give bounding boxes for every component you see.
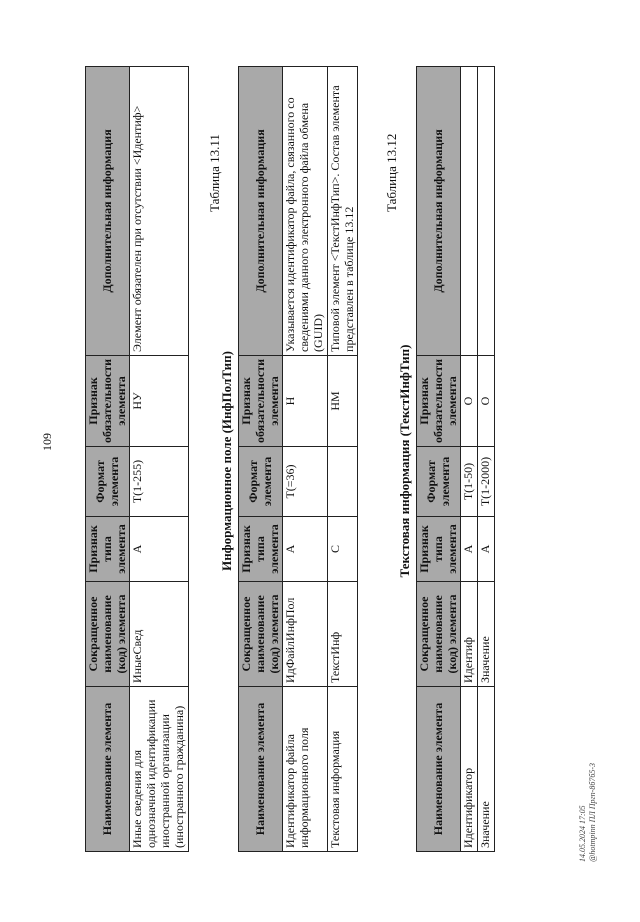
table-13-11 [238, 66, 358, 852]
cell-type: А [130, 517, 188, 582]
header-type: Признак типа элемента [239, 517, 283, 582]
cell-name: Значение [478, 687, 495, 852]
header-type: Признак типа элемента [417, 517, 461, 582]
cell-format [327, 447, 358, 517]
cell-required: НУ [130, 355, 188, 446]
cell-name: Идентификатор файла информационного поля [283, 687, 327, 852]
header-code: Сокращенное наименование (код) элемента [239, 582, 283, 687]
cell-name: Иные сведения для однозначной идентификации иностранной организации (иностранного гражданина) [130, 687, 188, 852]
cell-type: А [461, 517, 478, 582]
header-type: Признак типа элемента [86, 517, 130, 582]
cell-code: Идентиф [461, 582, 478, 687]
print-timestamp: 14.05.2024 17:05 [578, 805, 587, 862]
header-name: Наименование элемента [417, 687, 461, 852]
table-header-row [417, 66, 461, 851]
cell-code: ИдФайлИнфПол [283, 582, 327, 687]
cell-info: Типовой элемент <ТекстИнфТип>. Состав элемента представлен в таблице 13.12 [327, 66, 358, 355]
table-header-row [86, 66, 130, 851]
cell-required: Н [283, 355, 327, 446]
table-13-11-title: Информационное поле (ИнфПолТип) [219, 351, 234, 571]
cell-format: T(1-50) [461, 447, 478, 517]
header-info: Дополнительная информация [86, 66, 130, 355]
header-required: Признак обязательности элемента [417, 355, 461, 446]
header-info: Дополнительная информация [239, 66, 283, 355]
cell-info [461, 66, 478, 355]
cell-type: С [327, 517, 358, 582]
cell-format: T(=36) [283, 447, 327, 517]
cell-type: А [283, 517, 327, 582]
header-info: Дополнительная информация [417, 66, 461, 355]
cell-required: О [461, 355, 478, 446]
table-row [327, 66, 358, 851]
header-required: Признак обязательности элемента [239, 355, 283, 446]
header-name: Наименование элемента [239, 687, 283, 852]
cell-required: О [478, 355, 495, 446]
cell-info: Указывается идентификатор файла, связанного со сведениями данного электронного файла обмена (GUID) [283, 66, 327, 355]
cell-code: ТекстИнф [327, 582, 358, 687]
table-row [130, 66, 188, 851]
cell-info [478, 66, 495, 355]
table-header-row [239, 66, 283, 851]
cell-type: А [478, 517, 495, 582]
print-footer [578, 763, 599, 862]
document-reference: @hotmpinn ПЛ Пргп-8б7б5-3 [588, 762, 598, 862]
cell-code: ИныеСвед [130, 582, 188, 687]
cell-format: T(1-255) [130, 447, 188, 517]
header-format: Формат элемента [239, 447, 283, 517]
table-row [283, 66, 327, 851]
cell-code: Значение [478, 582, 495, 687]
header-name: Наименование элемента [86, 687, 130, 852]
table-row [478, 66, 495, 851]
cell-required: НМ [327, 355, 358, 446]
cell-format: T(1-2000) [478, 447, 495, 517]
header-code: Сокращенное наименование (код) элемента [417, 582, 461, 687]
table-13-12-title: Текстовая информация (ТекстИнфТип) [397, 344, 412, 578]
table-13-10-continuation [85, 66, 189, 852]
header-format: Формат элемента [86, 447, 130, 517]
header-format: Формат элемента [417, 447, 461, 517]
cell-info: Элемент обязателен при отсутствии <Идентиф> [130, 66, 188, 355]
cell-name: Текстовая информация [327, 687, 358, 852]
table-13-11-caption: Таблица 13.11 [207, 134, 222, 212]
table-row [461, 66, 478, 851]
table-13-12 [416, 66, 495, 852]
table-13-12-caption: Таблица 13.12 [384, 133, 399, 212]
header-required: Признак обязательности элемента [86, 355, 130, 446]
header-code: Сокращенное наименование (код) элемента [86, 582, 130, 687]
page-number: 109 [40, 433, 54, 451]
cell-name: Идентификатор [461, 687, 478, 852]
